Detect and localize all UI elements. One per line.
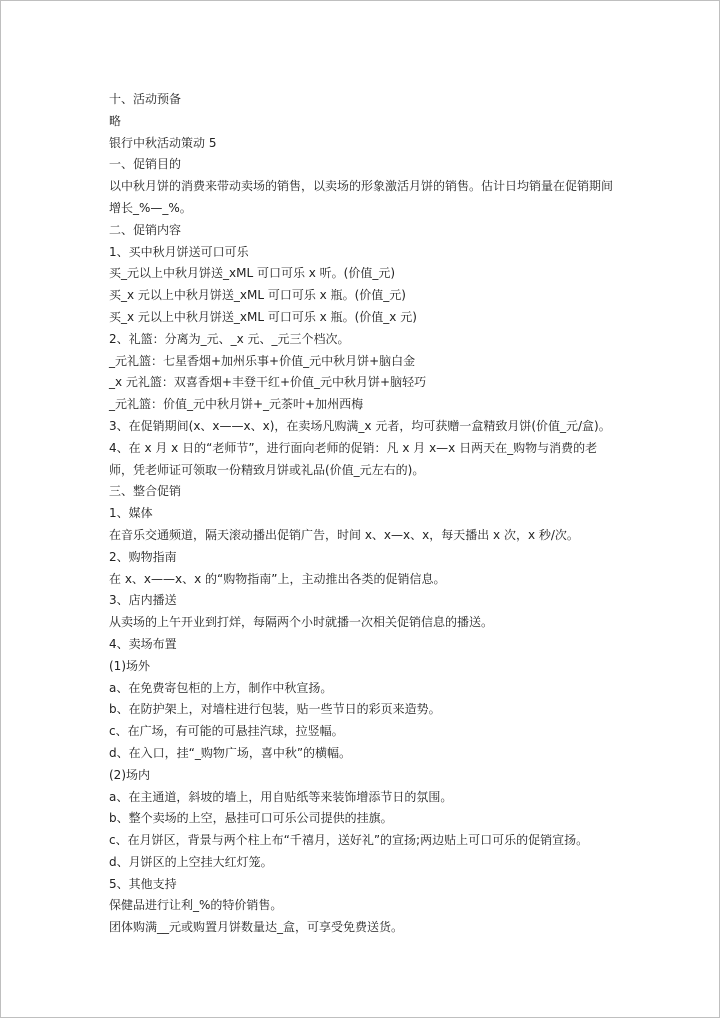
section-heading: 二、促销内容 [109, 222, 182, 237]
paragraph: 买_x 元以上中秋月饼送_xML 可口可乐 x 瓶。(价值_x 元) [109, 309, 417, 324]
list-item: c、在月饼区，背景与两个柱上布“千禧月，送好礼”的宣扬;两边贴上可口可乐的促销宣扬。 [109, 833, 589, 848]
paragraph: 2、礼篮：分离为_元、_x 元、_元三个档次。 [109, 331, 350, 346]
paragraph: 在 x、x——x、x 的“购物指南”上，主动推出各类的促销信息。 [109, 571, 446, 586]
list-item: c、在广场，有可能的可悬挂汽球，拉竖幅。 [109, 724, 344, 739]
subsection-heading: 2、购物指南 [109, 549, 177, 564]
paragraph: 买_x 元以上中秋月饼送_xML 可口可乐 x 瓶。(价值_元) [109, 288, 406, 303]
list-item: b、整个卖场的上空，悬挂可口可乐公司提供的挂旗。 [109, 811, 393, 826]
section-heading: 一、促销目的 [109, 157, 182, 172]
subsection-heading: 1、媒体 [109, 506, 153, 521]
list-item: a、在主通道，斜坡的墙上，用自贴纸等来装饰增添节日的氛围。 [109, 789, 453, 804]
document-body [109, 89, 619, 939]
paragraph: 从卖场的上午开业到打烊，每隔两个小时就播一次相关促销信息的播送。 [109, 615, 494, 630]
subsection-heading: 5、其他支持 [109, 876, 177, 891]
paragraph: _元礼篮：价值_元中秋月饼+_元茶叶+加州西梅 [109, 397, 364, 412]
section-heading: 十、活动预备 [109, 92, 182, 106]
subsection-heading: (1)场外 [109, 658, 150, 673]
section-heading: 三、整合促销 [109, 484, 182, 499]
document-title: 银行中秋活动策动 5 [109, 135, 217, 150]
subsection-heading: 4、卖场布置 [109, 636, 177, 651]
subsection-heading: 3、店内播送 [109, 593, 177, 608]
paragraph: 3、在促销期间(x、x——x、x)，在卖场凡购满_x 元者，均可获赠一盒精致月饼(价值_元/盒)。 [109, 418, 611, 433]
paragraph: 以中秋月饼的消费来带动卖场的销售，以卖场的形象激活月饼的销售。估计日均销量在促销期间增长_%—_%。 [109, 179, 614, 215]
list-item: b、在防护架上，对墙柱进行包装，贴一些节日的彩页来造势。 [109, 702, 441, 717]
paragraph: 保健品进行让利_%的特价销售。 [109, 898, 283, 913]
list-item: d、在入口，挂“_购物广场，喜中秋”的横幅。 [109, 745, 352, 760]
paragraph: 略 [109, 113, 122, 128]
list-item: d、月饼区的上空挂大红灯笼。 [109, 854, 273, 869]
paragraph: _元礼篮：七星香烟+加州乐事+价值_元中秋月饼+脑白金 [109, 353, 416, 368]
list-item: a、在免费寄包柜的上方，制作中秋宣扬。 [109, 680, 333, 695]
subsection-heading: 1、买中秋月饼送可口可乐 [109, 244, 249, 259]
paragraph: _x 元礼篮：双喜香烟+丰登干红+价值_元中秋月饼+脑轻巧 [109, 375, 427, 390]
paragraph: 团体购满__元或购置月饼数量达_盒，可享受免费送货。 [109, 920, 404, 935]
paragraph: 买_元以上中秋月饼送_xML 可口可乐 x 听。(价值_元) [109, 266, 396, 281]
subsection-heading: (2)场内 [109, 767, 150, 782]
paragraph: 在音乐交通频道，隔天滚动播出促销广告，时间 x、x—x、x，每天播出 x 次，x 秒/次。 [109, 527, 579, 542]
paragraph: 4、在 x 月 x 日的“老师节”，进行面向老师的促销：凡 x 月 x—x 日两天在_购物与消费的老师，凭老师证可领取一份精致月饼或礼品(价值_元左右的)。 [109, 440, 598, 477]
